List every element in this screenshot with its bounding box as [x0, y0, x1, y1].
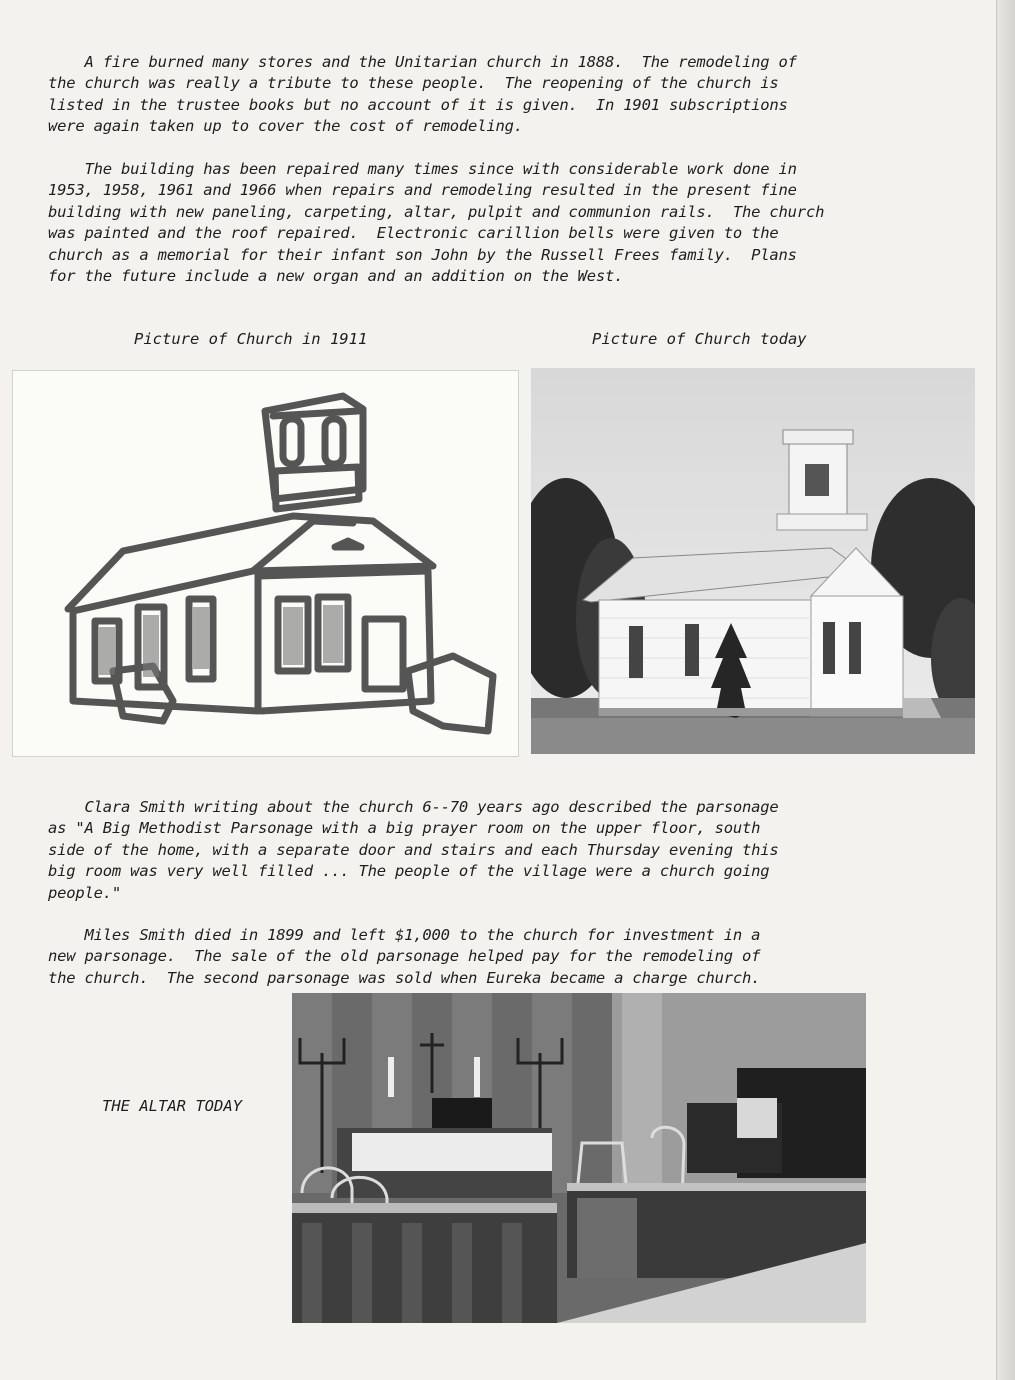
caption-church-1911: Picture of Church in 1911 [134, 330, 368, 348]
paragraph-repairs: The building has been repaired many times since with considerable work done in 1953, 1958, 1961 and 1966 when repairs and remodeling resulted in the present fine building with new paneling, carpeting, altar, pulpit and communion rails. The church was painted and the roof repaired. Electronic carillion bells were given to the church as a memorial for their infant son John by the Russell Frees family. Plans for the future include a new organ and an addition on the West. [48, 160, 825, 286]
paragraph-fire-1888: A fire burned many stores and the Unitarian church in 1888. The remodeling of the church was really a tribute to these people. The reopening of the church is listed in the trustee books but no account of it is given. In 1901 subscriptions were again taken up to cover the cost of remodeling. [48, 53, 797, 136]
page-edge [996, 0, 1015, 1380]
altar-photo [292, 993, 866, 1323]
church-1911-drawing [12, 370, 519, 757]
church-today-photo [531, 368, 975, 754]
caption-altar: THE ALTAR TODAY [102, 1097, 242, 1115]
caption-church-today: Picture of Church today [592, 330, 807, 348]
paragraph-miles-smith: Miles Smith died in 1899 and left $1,000 to the church for investment in a new parsonage. The sale of the old parsonage helped pay for the remodeling of the church. The second parsonage was sold when Eureka became a charge church. [48, 926, 761, 987]
paragraph-clara-smith: Clara Smith writing about the church 6--70 years ago described the parsonage as "A Big Methodist Parsonage with a big prayer room on the upper floor, south side of the home, with a separate door and stairs and each Thursday evening this big room was very well filled ... The people of the village were a church going people." [48, 798, 779, 902]
